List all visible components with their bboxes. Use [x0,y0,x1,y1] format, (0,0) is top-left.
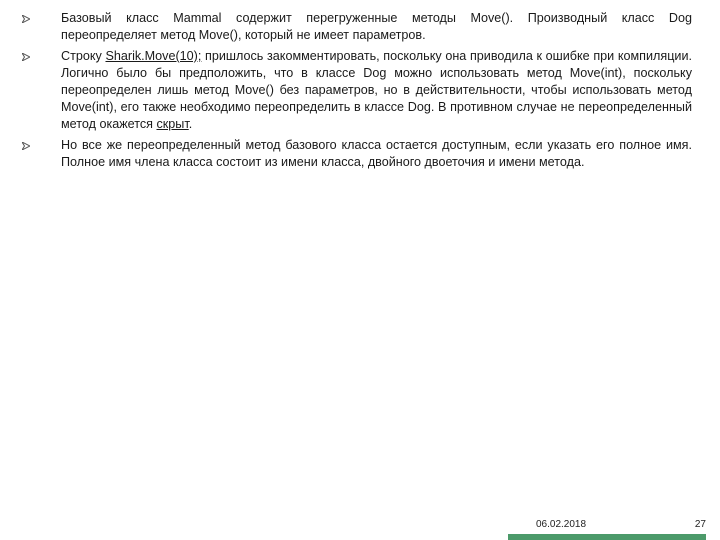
bullet-item [22,10,692,44]
arrow-right-icon [22,15,30,23]
bullet-list [22,10,692,175]
bullet-text-pre: Строку [61,49,106,63]
bullet-text: Базовый класс Mammal содержит перегруженные методы Move(). Производный класс Dog переопределяет метод Move(), который не имеет параметров. [61,11,692,42]
arrow-right-icon [22,142,30,150]
arrow-right-icon [22,53,30,61]
hidden-term-link[interactable]: скрыт [156,117,189,131]
bullet-text-mid: пришлось закомментировать, поскольку она приводила к ошибке при компиляции. Логично было бы предположить, что в классе Dog можно использовать метод Move(int), поскольку переопределен лишь метод Move() без параметров, но в действительности, чтобы использовать метод Move(int), его также необходимо переопределить в классе Dog. В противном случае не переопределенный метод окажется [61,49,692,131]
page-number: 27 [694,519,706,530]
code-reference-link[interactable]: Sharik.Move(10); [105,49,202,63]
bullet-text-post: . [188,117,193,131]
bullet-item [22,48,692,133]
bullet-text: Но все же переопределенный метод базового класса остается доступным, если указать его полное имя. Полное имя члена класса состоит из имени класса, двойного двоеточия и имени метода. [61,138,692,169]
bullet-item [22,137,692,171]
footer-date: 06.02.2018 [536,519,587,530]
footer-accent-bar [508,534,706,540]
